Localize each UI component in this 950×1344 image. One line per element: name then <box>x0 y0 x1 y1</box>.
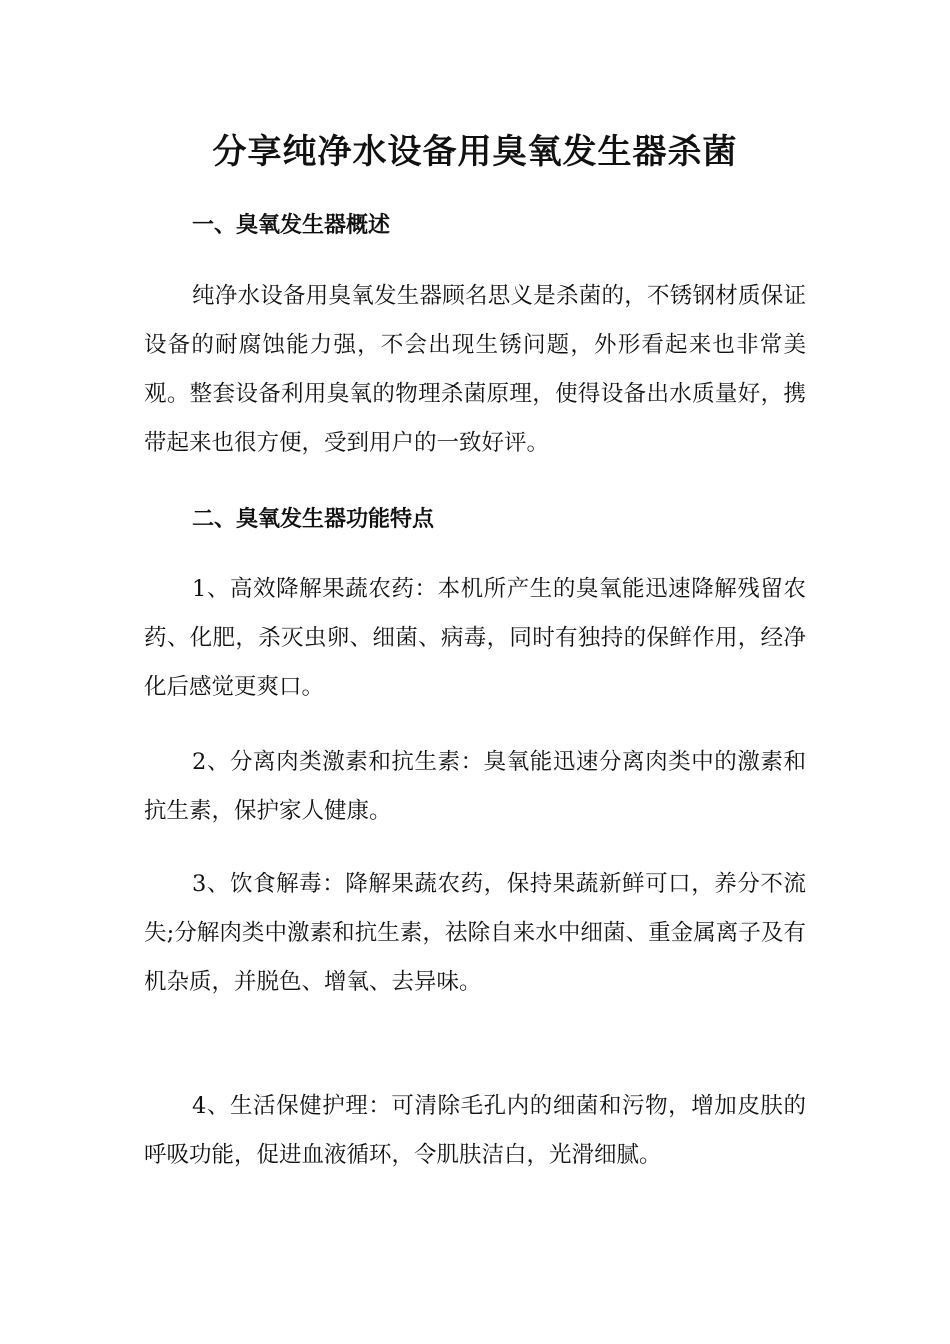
document-title: 分享纯净水设备用臭氧发生器杀菌 <box>212 132 738 172</box>
section-heading-features: 二、臭氧发生器功能特点 <box>192 506 435 532</box>
overview-paragraph: 纯净水设备用臭氧发生器顾名思义是杀菌的，不锈钢材质保证设备的耐腐蚀能力强，不会出现生锈问题，外形看起来也非常美观。整套设备利用臭氧的物理杀菌原理，使得设备出水质量好，携带起来也很方便，受到用户的一致好评。 <box>144 283 806 456</box>
feature-item-2: 2、分离肉类激素和抗生素：臭氧能迅速分离肉类中的激素和抗生素，保护家人健康。 <box>144 749 806 824</box>
section-heading-overview: 一、臭氧发生器概述 <box>192 212 391 238</box>
feature-item-1: 1、高效降解果蔬农药：本机所产生的臭氧能迅速降解残留农药、化肥，杀灭虫卵、细菌、病毒，同时有独持的保鲜作用，经净化后感觉更爽口。 <box>144 576 806 700</box>
feature-item-4: 4、生活保健护理：可清除毛孔内的细菌和污物，增加皮肤的呼吸功能，促进血液循环，令肌肤洁白，光滑细腻。 <box>144 1093 806 1168</box>
feature-item-3: 3、饮食解毒：降解果蔬农药，保持果蔬新鲜可口，养分不流失;分解肉类中激素和抗生素，祛除自来水中细菌、重金属离子及有机杂质，并脱色、增氧、去异味。 <box>144 871 806 995</box>
